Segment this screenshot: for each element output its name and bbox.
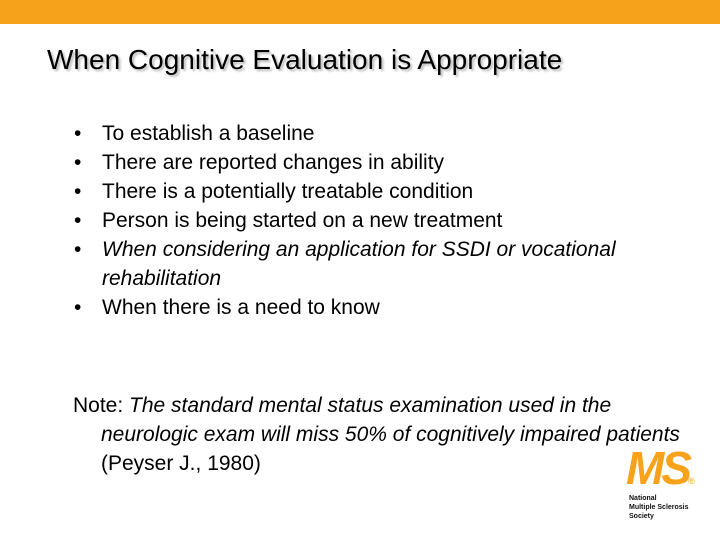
bullet-dot-icon: • — [74, 209, 82, 232]
ms-society-logo — [622, 444, 702, 534]
ms-logo-mark-icon — [622, 444, 702, 492]
bullet-item — [74, 293, 674, 322]
top-accent-bar — [0, 0, 720, 24]
bullet-item — [74, 206, 674, 235]
org-line: National — [629, 495, 657, 502]
bullet-text: When considering an application for SSDI or vocational rehabilitation — [102, 238, 616, 290]
bullet-item — [74, 148, 674, 177]
slide-title: When Cognitive Evaluation is Appropriate — [47, 44, 563, 75]
bullet-dot-icon: • — [74, 151, 82, 174]
note-statement: The standard mental status examination used in the neurologic exam will miss 50% of cognitively impaired patients — [101, 394, 680, 446]
bullet-text: Person is being started on a new treatment — [102, 209, 503, 232]
bullet-dot-icon: • — [74, 238, 82, 261]
bullet-dot-icon: • — [74, 180, 82, 203]
note-prefix: Note: — [73, 394, 130, 417]
logo-org-name — [629, 494, 689, 521]
registered-mark: ® — [688, 476, 695, 486]
bullet-text: When there is a need to know — [102, 296, 380, 319]
bullet-text: There are reported changes in ability — [102, 151, 445, 174]
footnote — [73, 391, 701, 478]
bullet-item — [74, 235, 674, 293]
bullet-text: There is a potentially treatable condition — [102, 180, 474, 203]
bullet-item — [74, 177, 674, 206]
note-citation: (Peyser J., 1980) — [101, 452, 261, 475]
bullet-dot-icon: • — [74, 296, 82, 319]
bullet-item — [74, 119, 674, 148]
org-line: Society — [629, 513, 654, 520]
logo-mark-text: MS — [626, 444, 689, 492]
org-line: Multiple Sclerosis — [629, 504, 689, 511]
bullet-dot-icon: • — [74, 122, 82, 145]
bullet-list — [74, 119, 674, 322]
bullet-text: To establish a baseline — [102, 122, 315, 145]
